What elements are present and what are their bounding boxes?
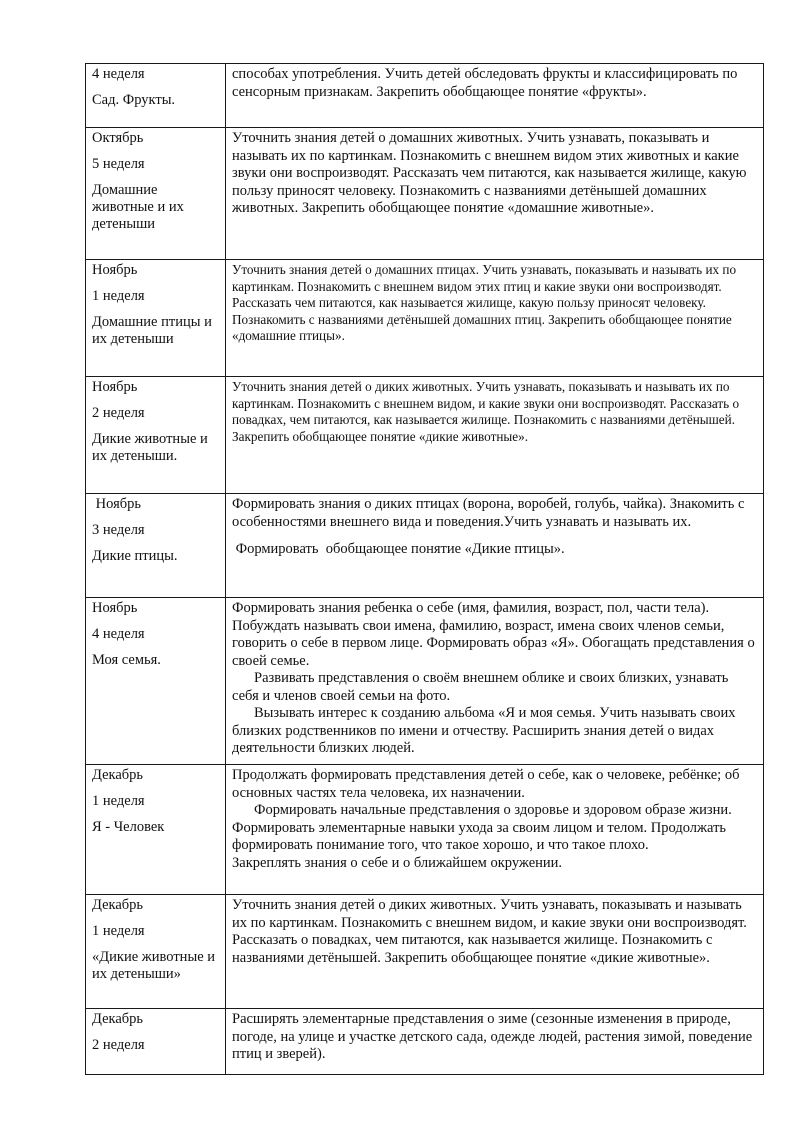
week-label: 2 неделя [92, 405, 145, 421]
content-cell [226, 895, 764, 1009]
topic-label: Домашние птицы и их детеныши [92, 314, 212, 347]
content-paragraph: Продолжать формировать представления детей о себе, как о человеке, ребёнке; об основных частях тела человека, их назначении. [232, 767, 740, 801]
content-cell [226, 377, 764, 494]
topic-label: Дикие животные и их детеныши. [92, 431, 208, 464]
week-label: 1 неделя [92, 288, 145, 304]
month-label: Декабрь [92, 897, 144, 913]
content-cell [226, 1009, 764, 1075]
topic-label: Я - Человек [92, 819, 165, 835]
week-label: 1 неделя [92, 923, 145, 939]
table-row [86, 765, 764, 895]
content-cell [226, 64, 764, 128]
table-row [86, 1009, 764, 1075]
month-label: Декабрь [92, 767, 144, 783]
content-cell [226, 128, 764, 260]
period-cell [86, 64, 226, 128]
table-row [86, 64, 764, 128]
month-label: Декабрь [92, 1011, 144, 1027]
week-label: 1 неделя [92, 793, 145, 809]
month-label: Ноябрь [92, 262, 138, 278]
week-label: 5 неделя [92, 156, 145, 172]
week-label: 2 неделя [92, 1037, 145, 1053]
period-cell [86, 377, 226, 494]
content-paragraph: способах употребления. Учить детей обследовать фрукты и классифицировать по сенсорным признакам. Закрепить обобщающее понятие «фрукты». [232, 66, 738, 100]
content-paragraph: Уточнить знания детей о диких животных. Учить узнавать, показывать и называть их по картинкам. Познакомить с внешнем видом, и какие звуки они воспроизводят. Рассказать о повадках, чем питаются, как называется жилище. Познакомить с названиями детёнышей. Закрепить обобщающее понятие «дикие животные». [232, 379, 740, 444]
table-row [86, 494, 764, 598]
content-paragraph: Уточнить знания детей о домашних птицах. Учить узнавать, показывать и называть их по картинкам. Познакомить с внешнем видом этих птиц и какие звуки они воспроизводят. Рассказать чем питаются, как называется жилище, какую пользу приносят человеку. Познакомить с названиями детёнышей домашних птиц. Закрепить обобщающее понятие «домашние птицы». [232, 262, 737, 343]
content-cell [226, 494, 764, 598]
content-paragraph: Вызывать интерес к созданию альбома «Я и моя семья. Учить называть своих близких родственников по имени и отчеству. Расширить знания детей о видах деятельности близких людей. [232, 705, 736, 756]
period-cell [86, 895, 226, 1009]
table-row [86, 128, 764, 260]
month-label: Ноябрь [92, 379, 138, 395]
topic-label: «Дикие животные и их детеныши» [92, 949, 216, 982]
table-row [86, 895, 764, 1009]
thematic-plan-table [85, 63, 764, 1075]
period-cell [86, 1009, 226, 1075]
content-paragraph: Уточнить знания детей о домашних животных. Учить узнавать, показывать и называть их по картинкам. Познакомить с внешнем видом этих животных и какие звуки они воспроизводят. Рассказать чем питаются, как называется жилище, какую пользу приносят человеку. Познакомить с названиями детёнышей домашних животных. Закрепить обобщающее понятие «домашние животные». [232, 130, 747, 216]
content-paragraph: Формировать знания ребенка о себе (имя, фамилия, возраст, пол, части тела). Побуждать называть свои имена, фамилию, возраст, имена своих членов семьи, говорить о себе в первом лице. Формировать образ «Я». Обогащать представления о своей семье. [232, 600, 755, 669]
topic-label: Моя семья. [92, 652, 161, 668]
content-cell [226, 598, 764, 765]
week-label: 4 неделя [92, 626, 145, 642]
week-label: 3 неделя [92, 522, 145, 538]
topic-label: Дикие птицы. [92, 548, 178, 564]
content-paragraph: Закреплять знания о себе и о ближайшем окружении. [232, 854, 563, 871]
period-cell [86, 494, 226, 598]
period-cell [86, 598, 226, 765]
week-label: 4 неделя [92, 66, 145, 82]
month-label: Ноябрь [92, 496, 141, 512]
content-cell [226, 260, 764, 377]
content-paragraph: Формировать обобщающее понятие «Дикие птицы». [232, 541, 565, 557]
month-label: Ноябрь [92, 600, 138, 616]
period-cell [86, 260, 226, 377]
table-row [86, 260, 764, 377]
content-paragraph: Уточнить знания детей о диких животных. Учить узнавать, показывать и называть их по картинкам. Познакомить с внешнем видом, и какие звуки они воспроизводят. Рассказать о повадках, чем питаются, как называется жилище. Познакомить с названиями детёнышей. Закрепить обобщающее понятие «дикие животные». [232, 897, 747, 966]
table-row [86, 377, 764, 494]
topic-label: Сад. Фрукты. [92, 92, 176, 108]
period-cell [86, 765, 226, 895]
topic-label: Домашние животные и их детеныши [92, 182, 184, 232]
month-label: Октябрь [92, 130, 144, 146]
table-row [86, 598, 764, 765]
content-paragraph: Развивать представления о своём внешнем облике и своих близких, узнавать себя и членов своей семьи на фото. [232, 670, 729, 704]
content-cell [226, 765, 764, 895]
content-paragraph: Формировать знания о диких птицах (ворона, воробей, голубь, чайка). Знакомить с особенностями внешнего вида и поведения.Учить узнавать и называть их. [232, 496, 745, 530]
period-cell [86, 128, 226, 260]
content-paragraph: Расширять элементарные представления о зиме (сезонные изменения в природе, погоде, на улице и участке детского сада, одежде людей, растения зимой, поведение птиц и зверей). [232, 1011, 753, 1062]
content-paragraph: Формировать начальные представления о здоровье и здоровом образе жизни. Формировать элементарные навыки ухода за своим лицом и телом. Продолжать формировать понимание того, что такое хорошо, и что такое плохо. [232, 802, 732, 853]
